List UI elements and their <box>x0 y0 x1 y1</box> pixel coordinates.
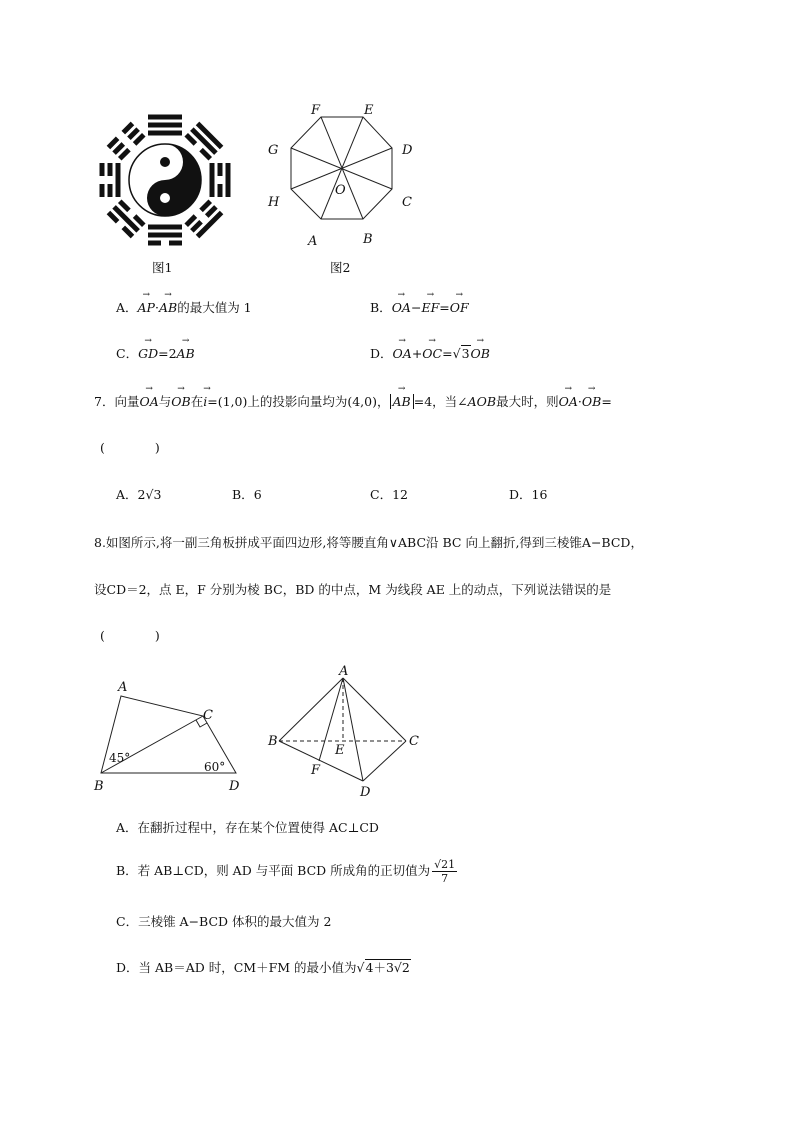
octagon-figure <box>262 98 422 256</box>
trigram-solid-line <box>148 131 182 136</box>
q8-option-c: C．三棱锥 A−BCD 体积的最大值为 2 <box>116 914 332 929</box>
angle-45-label: 45° <box>109 751 131 765</box>
q7-option-d: D．16 <box>509 487 548 502</box>
octagon-label-E: E <box>364 103 374 118</box>
quad-label-B: B <box>94 779 104 794</box>
trigram-broken-line <box>169 241 182 246</box>
trigram-broken-line <box>218 184 223 197</box>
trigram-solid-line <box>148 233 182 238</box>
trigram-broken-line <box>148 241 161 246</box>
trigram-broken-line <box>218 163 223 176</box>
yin-yang-symbol <box>129 144 201 216</box>
q7-answer-paren: ( ) <box>100 440 160 455</box>
q8-stem-line2: 设CD＝2，点 E，F 分别为棱 BC，BD 的中点，M 为线段 AE 上的动点，下列说法错误的是 <box>94 582 612 597</box>
q7-option-c: C．12 <box>370 487 408 502</box>
quadrilateral-figure <box>88 674 258 799</box>
trigram-solid-line <box>148 225 182 230</box>
trigram <box>100 163 121 197</box>
q6-option-a: A．→ AP·→ AB的最大值为 1 <box>116 298 252 316</box>
quad-label-D: D <box>229 779 240 794</box>
q6-option-d: D．→ OA+→ OC=√3→ OB <box>370 344 490 362</box>
trigram <box>148 115 182 136</box>
trigram <box>210 163 231 197</box>
octagon-label-D: D <box>402 143 413 158</box>
trigram-solid-line <box>148 115 182 120</box>
pyramid-label-D: D <box>360 785 371 800</box>
trigram-broken-line <box>100 184 105 197</box>
q8-option-a: A．在翻折过程中，存在某个位置使得 AC⊥CD <box>116 820 379 835</box>
angle-60-label: 60° <box>204 760 226 774</box>
octagon-label-C: C <box>402 195 412 210</box>
q6-option-c: C．→ GD=2→ AB <box>116 344 195 362</box>
q8-answer-paren: ( ) <box>100 628 160 643</box>
figure1-caption: 图1 <box>152 260 173 275</box>
figure2-caption: 图2 <box>330 260 351 275</box>
pyramid-label-B: B <box>268 734 278 749</box>
pyramid-figure <box>262 660 432 800</box>
q7-option-b: B．6 <box>232 487 262 502</box>
bagua-figure <box>95 110 235 250</box>
pyramid-label-E: E <box>335 743 345 758</box>
trigram-solid-line <box>226 163 231 197</box>
octagon-label-G: G <box>268 143 279 158</box>
trigram-broken-line <box>108 184 113 197</box>
trigram-broken-line <box>100 163 105 176</box>
q8-option-d: D．当 AB＝AD 时，CM＋FM 的最小值为√4＋3√2 <box>116 960 410 975</box>
q8-option-b: B．若 AB⊥CD，则 AD 与平面 BCD 所成角的正切值为 $\frac{√21}{7}$ <box>116 858 456 885</box>
octagon-label-A: A <box>308 234 318 249</box>
quad-label-A: A <box>118 680 128 695</box>
octagon-label-F: F <box>311 103 321 118</box>
pyramid-label-A: A <box>339 664 349 679</box>
trigram-solid-line <box>148 123 182 128</box>
q7-stem: 7．向量→ OA与→ OB在→ i=(1,0)上的投影向量均为(4,0)，→ AB =4，当∠AOB最大时，则→ OA·→ OB= <box>94 392 612 410</box>
octagon-label-H: H <box>268 195 280 210</box>
octagon-label-B: B <box>363 232 373 247</box>
trigram-solid-line <box>116 163 121 197</box>
octagon-label-O: O <box>335 183 346 198</box>
pyramid-label-F: F <box>311 763 321 778</box>
trigram-solid-line <box>210 163 215 197</box>
quad-label-C: C <box>203 708 213 723</box>
trigram-broken-line <box>108 163 113 176</box>
q7-option-a: A．2√3 <box>116 487 162 502</box>
q6-option-b: B．→ OA−→ EF=→ OF <box>370 298 469 316</box>
trigram <box>148 225 182 246</box>
pyramid-label-C: C <box>409 734 419 749</box>
q8-stem-line1: 8.如图所示,将一副三角板拼成平面四边形,将等腰直角∨ABC沿 BC 向上翻折,得到三棱锥A−BCD， <box>94 535 643 550</box>
